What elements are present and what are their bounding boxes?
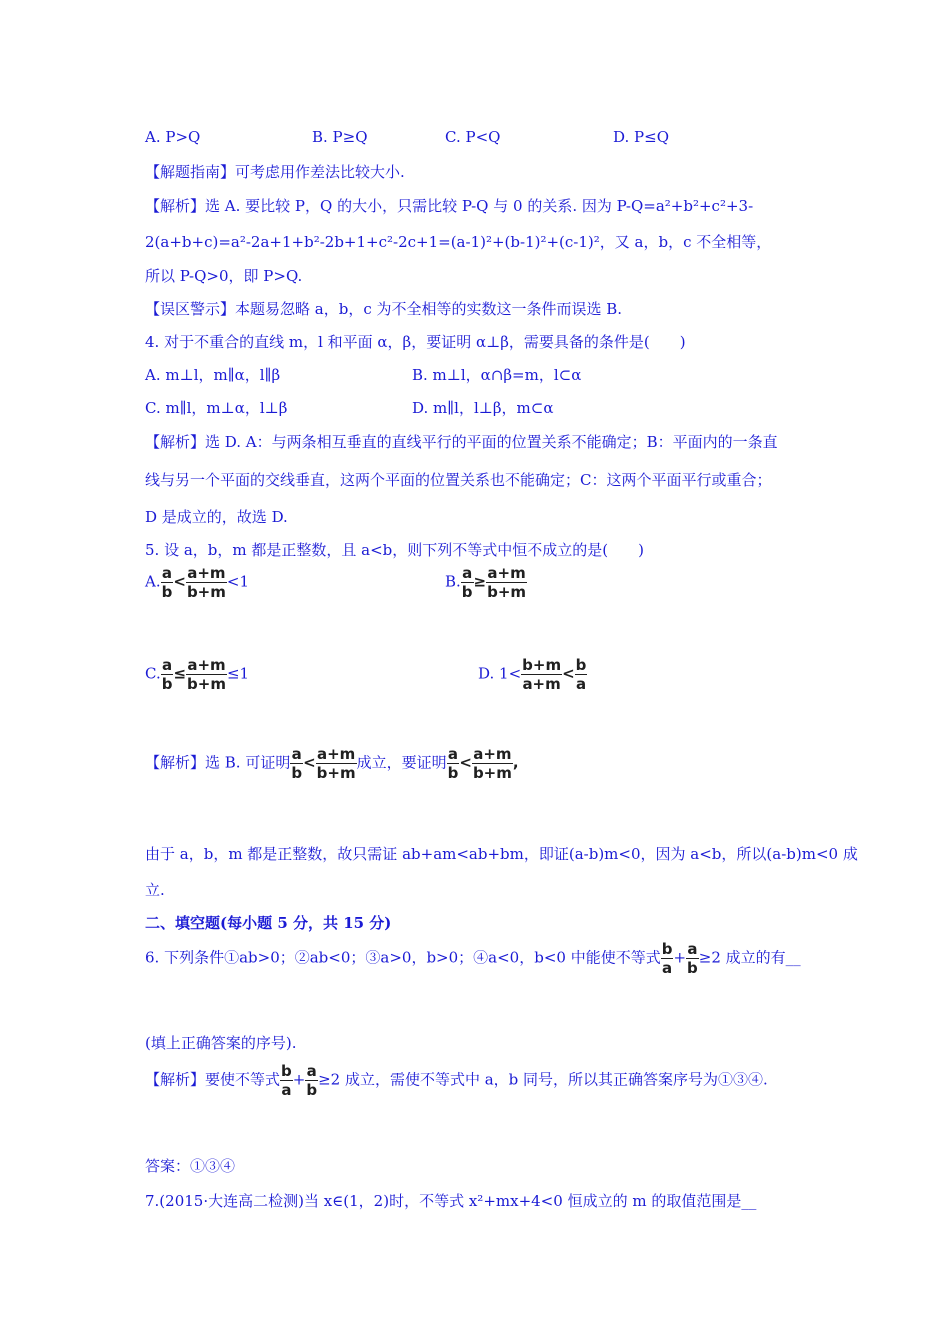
section-heading: 二、填空题(每小题 5 分，共 15 分) bbox=[145, 914, 392, 932]
fraction-am-over-bm: $\frac{a+m}{b+m}$ bbox=[186, 564, 226, 601]
q3-warning: 【误区警示】本题易忽略 a，b，c 为不全相等的实数这一条件而误选 B. bbox=[145, 300, 623, 318]
q6-stem: 6. 下列条件①ab>0；②ab<0；③a>0，b>0；④a<0，b<0 中能使不等式 $\frac{b}{a}$ + $\frac{a}{b}$ ≥2 成立的有__ bbox=[145, 940, 801, 977]
q6-stem-line-2: (填上正确答案的序号). bbox=[145, 1034, 297, 1052]
fraction-b-over-a: $\frac{b}{a}$ bbox=[281, 1062, 292, 1099]
q5-solution: 【解析】选 B. 可证明 $\frac{a}{b}$ < $\frac{a+m}{b+m}$ 成立，要证明 $\frac{a}{b}$ < $\frac{a+m}{b+m}$ , bbox=[145, 745, 519, 782]
option-label: D. 1< bbox=[478, 664, 522, 683]
fraction-a-over-b: $\frac{a}{b}$ bbox=[447, 745, 459, 782]
q3-solution-line-1: 【解析】选 A. 要比较 P，Q 的大小，只需比较 P-Q 与 0 的关系. 因为 P-Q=a²+b²+c²+3- bbox=[145, 197, 754, 215]
fraction-bm-over-am: $\frac{b+m}{a+m}$ bbox=[522, 656, 562, 693]
q3-solution-line-2: 2(a+b+c)=a²-2a+1+b²-2b+1+c²-2c+1=(a-1)²+(b-1)²+(c-1)²，又 a，b，c 不全相等， bbox=[145, 233, 772, 251]
option-label: A. bbox=[145, 572, 161, 591]
q4-option-b: B. m⊥l，α∩β=m，l⊂α bbox=[412, 366, 582, 384]
q6-answer: 答案：①③④ bbox=[145, 1157, 236, 1175]
option-label: B. bbox=[445, 572, 461, 591]
tail: <1 bbox=[226, 572, 249, 591]
q4-solution-line-3: D 是成立的，故选 D. bbox=[145, 508, 288, 526]
relation: < bbox=[173, 572, 186, 591]
fraction-am-over-bm: $\frac{a+m}{b+m}$ bbox=[187, 656, 226, 693]
q4-stem: 4. 对于不重合的直线 m，l 和平面 α，β，要证明 α⊥β，需要具备的条件是( ) bbox=[145, 333, 686, 351]
q5-solution-line-3: 立. bbox=[145, 881, 165, 899]
q3-solution-line-3: 所以 P-Q>0，即 P>Q. bbox=[145, 267, 303, 285]
relation: < bbox=[562, 664, 575, 683]
fraction-a-over-b: $\frac{a}{b}$ bbox=[161, 564, 173, 601]
q4-option-d: D. m∥l，l⊥β，m⊂α bbox=[412, 399, 554, 417]
q4-option-c: C. m∥l，m⊥α，l⊥β bbox=[145, 399, 288, 417]
q6-solution: 【解析】要使不等式 $\frac{b}{a}$ + $\frac{a}{b}$ ≥2 成立，需使不等式中 a，b 同号，所以其正确答案序号为①③④. bbox=[145, 1062, 768, 1099]
q3-hint: 【解题指南】可考虑用作差法比较大小. bbox=[145, 163, 405, 181]
fraction-am-over-bm: $\frac{a+m}{b+m}$ bbox=[316, 745, 356, 782]
q5-solution-line-2: 由于 a，b，m 都是正整数，故只需证 ab+am<ab+bm，即证(a-b)m<0，因为 a<b，所以(a-b)m<0 成 bbox=[145, 845, 858, 863]
q4-solution-line-2: 线与另一个平面的交线垂直，这两个平面的位置关系也不能确定；C：这两个平面平行或重合； bbox=[145, 471, 772, 489]
q3-option-b: B. P≥Q bbox=[312, 128, 368, 146]
q3-option-a: A. P>Q bbox=[145, 128, 201, 146]
fraction-a-over-b: $\frac{a}{b}$ bbox=[291, 745, 303, 782]
q7-stem: 7.(2015·大连高二检测)当 x∈(1，2)时，不等式 x²+mx+4<0 恒成立的 m 的取值范围是__ bbox=[145, 1192, 757, 1210]
q4-solution-line-1: 【解析】选 D. A：与两条相互垂直的直线平行的平面的位置关系不能确定；B：平面内的一条直 bbox=[145, 433, 778, 451]
q5-option-d bbox=[478, 656, 587, 693]
q3-option-d: D. P≤Q bbox=[613, 128, 669, 146]
q5-option-b bbox=[445, 564, 527, 601]
option-label: C. bbox=[145, 664, 161, 683]
fraction-a-over-b: $\frac{a}{b}$ bbox=[161, 656, 173, 693]
fraction-b-over-a: $\frac{b}{a}$ bbox=[575, 656, 587, 693]
fraction-a-over-b: $\frac{a}{b}$ bbox=[687, 940, 698, 977]
q3-option-c: C. P<Q bbox=[445, 128, 501, 146]
q4-option-a: A. m⊥l，m∥α，l∥β bbox=[145, 366, 281, 384]
q5-stem: 5. 设 a，b，m 都是正整数，且 a<b，则下列不等式中恒不成立的是( ) bbox=[145, 541, 644, 559]
fraction-b-over-a: $\frac{b}{a}$ bbox=[661, 940, 673, 977]
relation: ≥ bbox=[473, 572, 487, 591]
q5-option-c bbox=[145, 656, 249, 693]
fraction-am-over-bm: $\frac{a+m}{b+m}$ bbox=[487, 564, 527, 601]
fraction-a-over-b: $\frac{a}{b}$ bbox=[306, 1062, 318, 1099]
tail: ≤1 bbox=[226, 664, 250, 683]
fraction-a-over-b: $\frac{a}{b}$ bbox=[461, 564, 473, 601]
q5-option-a bbox=[145, 564, 249, 601]
fraction-am-over-bm: $\frac{a+m}{b+m}$ bbox=[472, 745, 512, 782]
relation: ≤ bbox=[173, 664, 187, 683]
